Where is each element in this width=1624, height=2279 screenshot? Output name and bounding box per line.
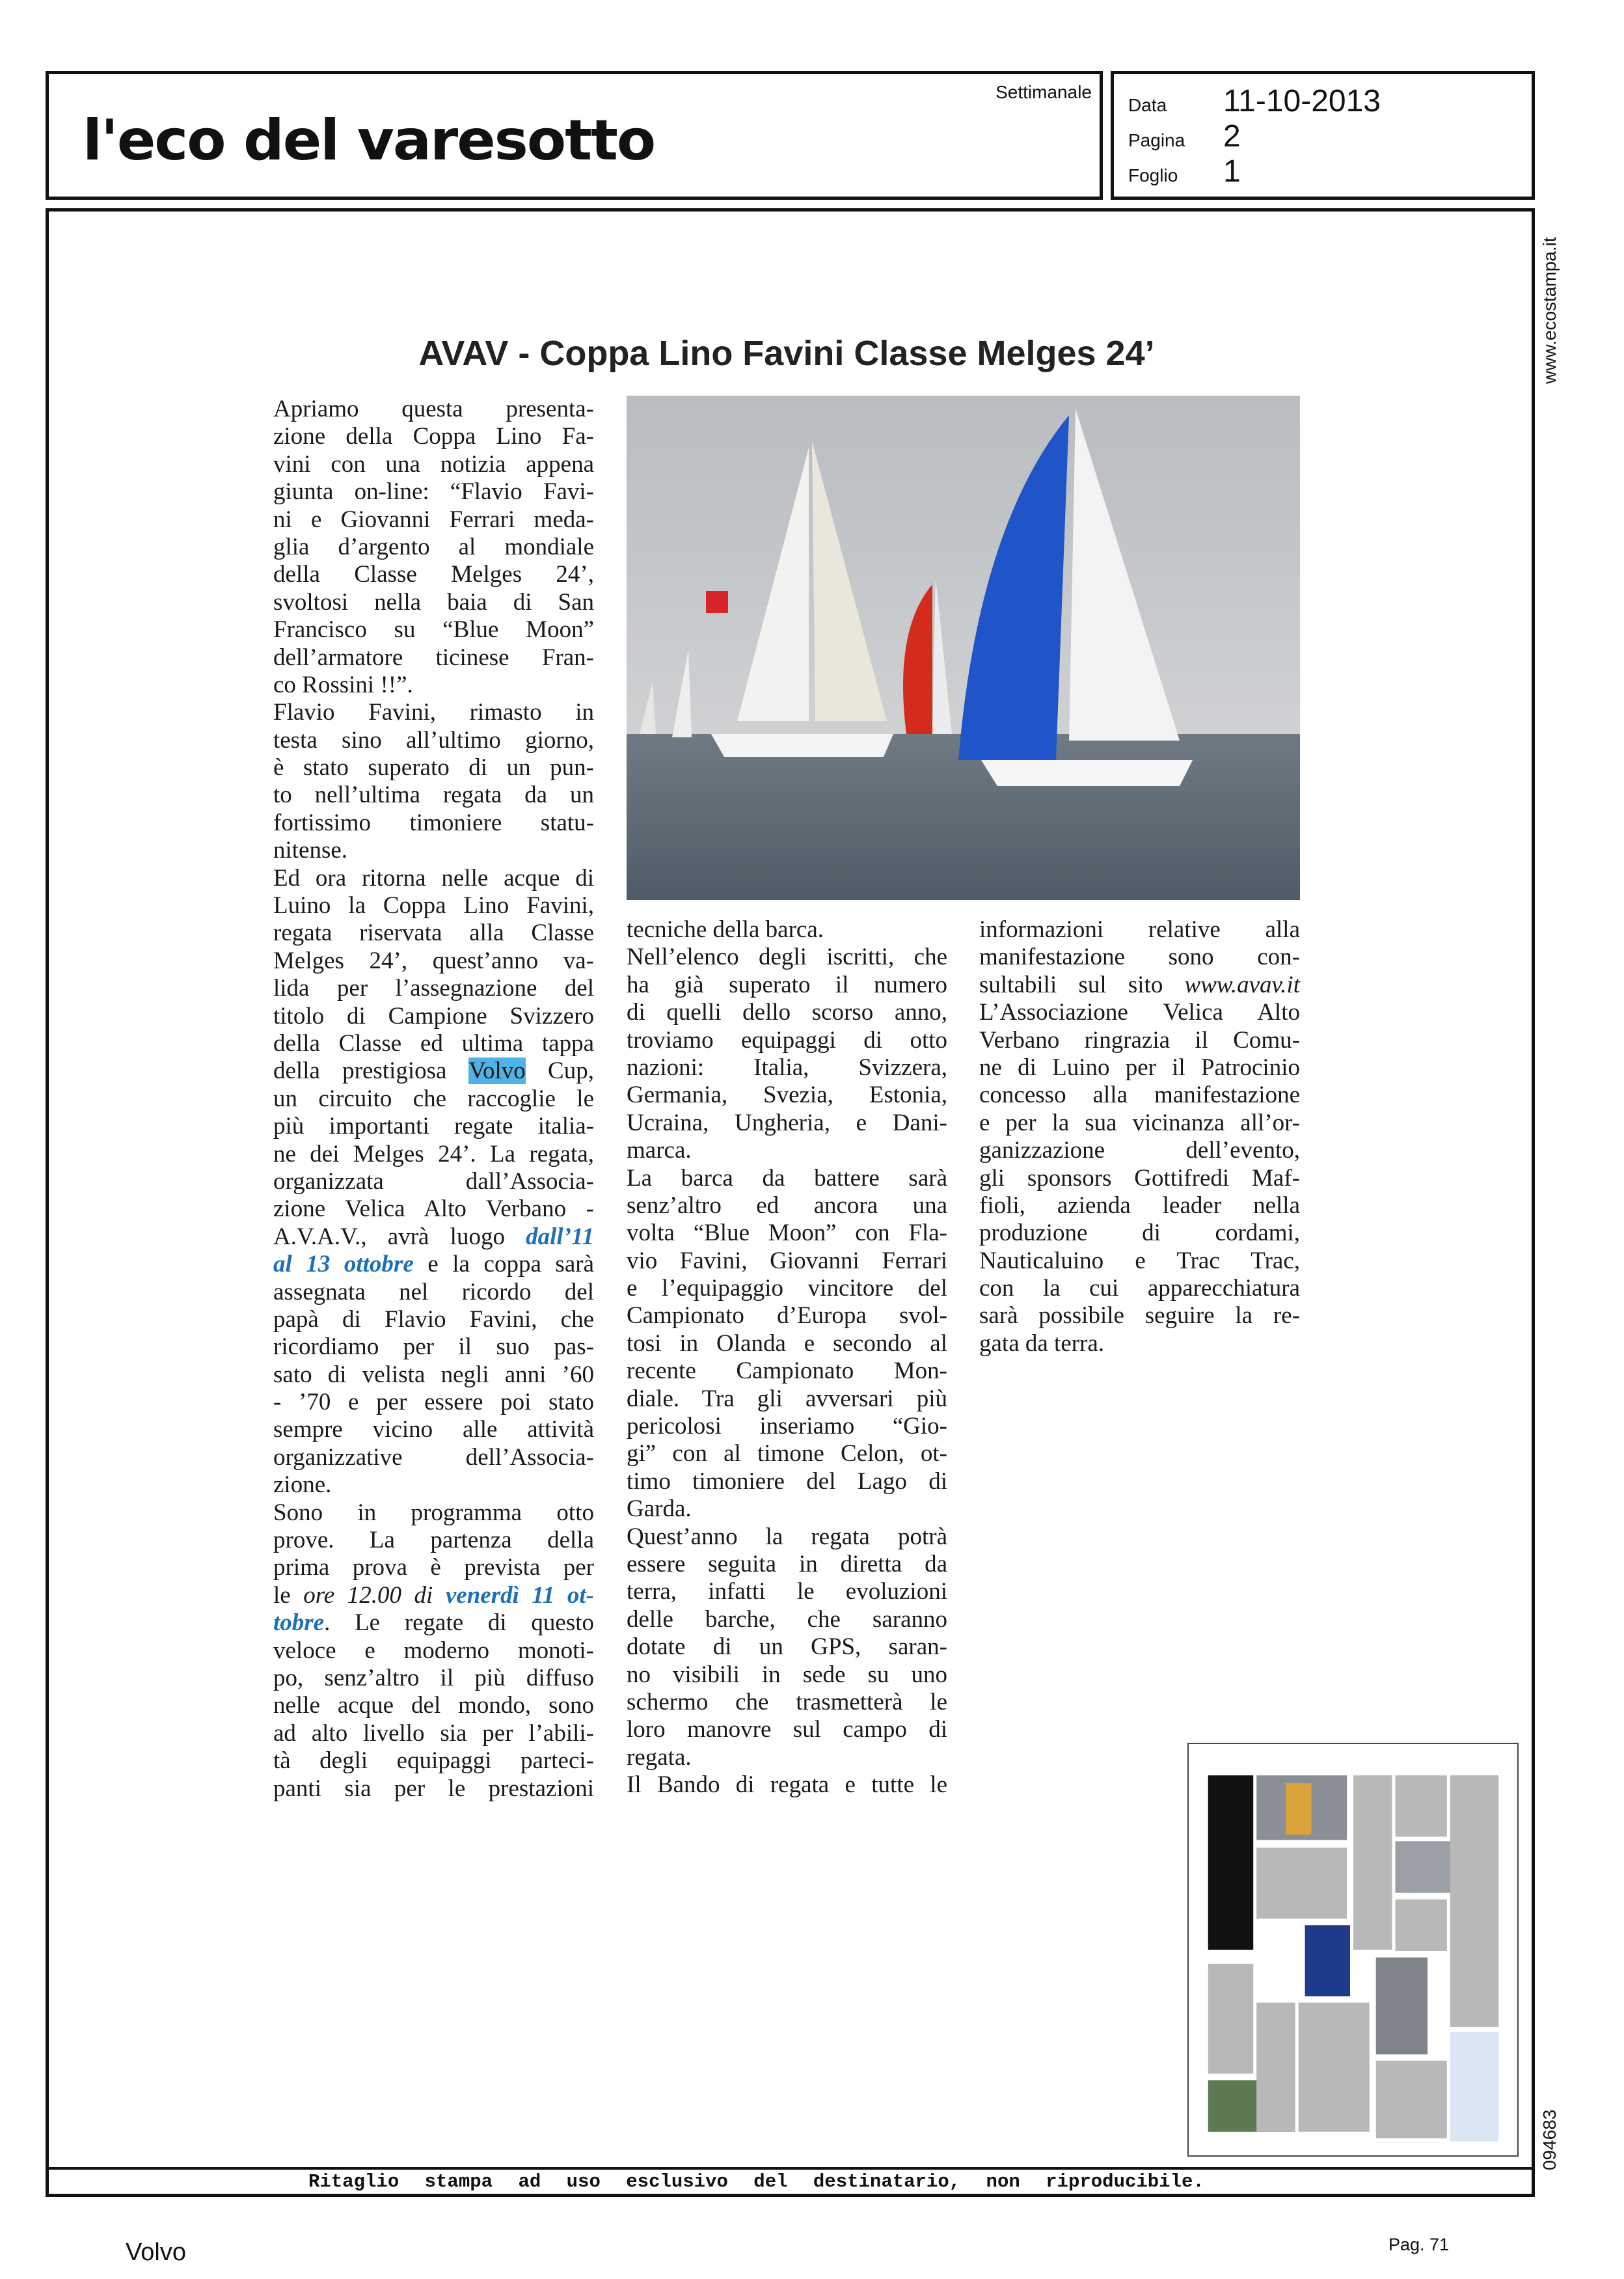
text-line: tosi in Olanda e secondo al [627, 1330, 947, 1357]
text-line: giunta on-line: “Flavio Favi- [273, 478, 594, 506]
text-line: ne dei Melges 24’. La regata, [273, 1140, 594, 1167]
source-site: www.ecostampa.it [1539, 237, 1560, 384]
text-line: sempre vicino alle attività [273, 1416, 594, 1443]
text-line: Nauticaluino e Trac Trac, [979, 1247, 1300, 1274]
emphasis-text: al 13 ottobre [273, 1251, 414, 1278]
text-line: panti sia per le prestazioni [273, 1775, 594, 1802]
text-line: regata riservata alla Classe [273, 920, 594, 947]
emphasis-text: dall’11 [526, 1223, 594, 1250]
text-line: nitense. [273, 837, 348, 864]
text-line: gi” con al timone Celon, ot- [627, 1440, 947, 1467]
text-line: ni e Giovanni Ferrari meda- [273, 506, 594, 533]
meta-page [1128, 118, 1241, 154]
sailing-photo [627, 396, 1300, 900]
meta-value: 1 [1223, 154, 1241, 189]
text-line: testa sino all’ultimo giorno, [273, 726, 594, 754]
text-line: regata. [627, 1743, 692, 1771]
text-segment: le [273, 1581, 304, 1609]
text-line: schermo che trasmetterà le [627, 1688, 947, 1715]
text-line: della Classe ed ultima tappa [273, 1030, 594, 1057]
text-line: essere seguita in diretta da [627, 1550, 947, 1577]
text-line: ad alto livello sia per l’abili- [273, 1719, 594, 1747]
text-line: manifestazione sono con- [979, 944, 1300, 971]
text-line [273, 1058, 594, 1085]
text-segment: A.V.A.V., avrà luogo [273, 1223, 526, 1250]
text-line: zione Velica Alto Verbano - [273, 1195, 594, 1223]
text-line: Germania, Svezia, Estonia, [627, 1082, 947, 1109]
masthead-box [46, 71, 1103, 200]
text-line: Luino la Coppa Lino Favini, [273, 892, 594, 920]
sky [627, 396, 1300, 734]
text-line: un circuito che raccoglie le [273, 1085, 594, 1112]
text-segment: Cup, [525, 1058, 594, 1085]
text-line: no visibili in sede su uno [627, 1661, 947, 1688]
issue-meta-box [1111, 71, 1535, 200]
text-line [979, 972, 1300, 999]
frequency-label: Settimanale [995, 82, 1092, 102]
text-line: co Rossini !!”. [273, 671, 413, 698]
text-line: Quest’anno la regata potrà [627, 1523, 947, 1550]
page-thumbnail [1187, 1743, 1519, 2157]
text-line: sarà possibile seguire la re- [979, 1302, 1300, 1330]
meta-sheet [1128, 154, 1241, 189]
meta-value: 11-10-2013 [1223, 84, 1381, 118]
article-column-3 [979, 916, 1300, 1358]
text-line: Garda. [627, 1495, 692, 1523]
text-line: informazioni relative alla [979, 916, 1300, 943]
text-segment: e la coppa sarà [413, 1251, 594, 1278]
text-line: assegnata nel ricordo del [273, 1278, 594, 1305]
emphasis-text: tobre [273, 1609, 325, 1637]
text-line: concesso alla manifestazione [979, 1082, 1300, 1109]
text-line: Verbano ringrazia il Comu- [979, 1026, 1300, 1054]
newspaper-logo: l'eco del varesotto [83, 108, 655, 173]
text-line: e l’equipaggio vincitore del [627, 1275, 947, 1302]
text-segment: . Le regate di questo [324, 1609, 594, 1637]
text-line: Flavio Favini, rimasto in [273, 699, 594, 726]
text-line: titolo di Campione Svizzero [273, 1002, 594, 1030]
text-line [273, 1223, 594, 1251]
text-line: lida per l’assegnazione del [273, 975, 594, 1002]
meta-label: Pagina [1128, 130, 1185, 150]
text-line: fioli, azienda leader nella [979, 1192, 1300, 1219]
text-line: prove. La partenza della [273, 1527, 594, 1554]
text-line: nelle acque del mondo, sono [273, 1692, 594, 1719]
text-line: Sono in programma otto [273, 1499, 594, 1526]
text-line: gata da terra. [979, 1330, 1105, 1357]
text-line: Ed ora ritorna nelle acque di [273, 864, 594, 892]
text-line: vini con una notizia appena [273, 450, 594, 478]
text-line: Francisco su “Blue Moon” [273, 616, 594, 644]
highlighted-keyword: Volvo [468, 1058, 526, 1085]
meta-label: Foglio [1128, 165, 1178, 185]
copyright-notice: Ritaglio stampa ad uso esclusivo del destinatario, non riproducibile. [308, 2171, 1204, 2192]
text-line: dotate di un GPS, saran- [627, 1633, 947, 1661]
text-line: tà degli equipaggi parteci- [273, 1747, 594, 1775]
text-line: La barca da battere sarà [627, 1164, 947, 1192]
text-line [273, 1609, 594, 1637]
text-line: organizzative dell’Associa- [273, 1443, 594, 1471]
text-line: e per la sua vicinanza all’or- [979, 1109, 1300, 1136]
text-line: Campionato d’Europa svol- [627, 1302, 947, 1330]
text-line [273, 1251, 594, 1278]
text-line: zione. [273, 1471, 332, 1499]
text-line: - ’70 e per essere poi stato [273, 1389, 594, 1416]
text-line: terra, infatti le evoluzioni [627, 1578, 947, 1605]
text-line [273, 1582, 594, 1609]
text-line: Melges 24’, quest’anno va- [273, 947, 594, 974]
text-line: Ucraina, Ungheria, e Dani- [627, 1109, 947, 1136]
text-line: pericolosi inseriamo “Gio- [627, 1413, 947, 1440]
text-line: L’Associazione Velica Alto [979, 999, 1300, 1026]
text-line: glia d’argento al mondiale [273, 533, 594, 560]
text-line: recente Campionato Mon- [627, 1358, 947, 1385]
text-line: gli sponsors Gottifredi Maf- [979, 1164, 1300, 1192]
text-line: svoltosi nella baia di San [273, 588, 594, 616]
text-segment: della prestigiosa [273, 1058, 469, 1085]
text-line: sato di velista negli anni ’60 [273, 1361, 594, 1388]
text-line: delle barche, che saranno [627, 1605, 947, 1633]
clipping-code: 094683 [1539, 2109, 1560, 2170]
text-line: loro manovre sul campo di [627, 1716, 947, 1743]
meta-date [1128, 83, 1381, 119]
meta-label: Data [1128, 95, 1167, 115]
article-title: AVAV - Coppa Lino Favini Classe Melges 24’ [418, 334, 1155, 373]
text-line: troviamo equipaggi di otto [627, 1026, 947, 1054]
text-line: ne di Luino per il Patrocinio [979, 1054, 1300, 1081]
text-line: timo timoniere del Lago di [627, 1467, 947, 1495]
text-line: produzione di cordami, [979, 1220, 1300, 1247]
search-keyword: Volvo [126, 2239, 186, 2266]
text-line: to nell’ultima regata da un [273, 782, 594, 809]
text-line: volta “Blue Moon” con Fla- [627, 1220, 947, 1247]
text-line: zione della Coppa Lino Fa- [273, 423, 594, 450]
text-line: veloce e moderno monoti- [273, 1637, 594, 1664]
text-line: con la cui apparecchiatura [979, 1275, 1300, 1302]
meta-value: 2 [1223, 119, 1241, 154]
text-line: ha già superato il numero [627, 971, 947, 998]
text-line: Apriamo questa presenta- [273, 396, 594, 422]
text-line: prima prova è prevista per [273, 1554, 594, 1581]
text-line: vio Favini, Giovanni Ferrari [627, 1247, 947, 1274]
footer-divider [46, 2167, 1535, 2170]
emphasis-text: www.avav.it [1184, 971, 1300, 998]
text-line: diale. Tra gli avversari più [627, 1385, 947, 1412]
text-line: di quelli dello scorso anno, [627, 999, 947, 1026]
page-number: Pag. 71 [1388, 2235, 1450, 2254]
text-line: papà di Flavio Favini, che [273, 1305, 594, 1333]
text-line: più importanti regate italia- [273, 1113, 594, 1140]
text-line: organizzata dall’Associa- [273, 1167, 594, 1195]
text-line: dell’armatore ticinese Fran- [273, 644, 594, 671]
text-line: nazioni: Italia, Svizzera, [627, 1054, 947, 1081]
article-column-1 [273, 396, 594, 1803]
emphasis-text: venerdì 11 ot- [445, 1581, 594, 1609]
text-line: ricordiamo per il suo pas- [273, 1333, 594, 1361]
text-line: senz’altro ed ancora una [627, 1192, 947, 1219]
emphasis-text: ore 12.00 di [303, 1581, 446, 1609]
text-line: Il Bando di regata e tutte le [627, 1771, 947, 1799]
text-line: Nell’elenco degli iscritti, che [627, 944, 947, 971]
text-line: fortissimo timoniere statu- [273, 809, 594, 836]
article-column-2 [627, 916, 947, 1799]
text-line: marca. [627, 1137, 692, 1164]
text-line: po, senz’altro il più diffuso [273, 1664, 594, 1691]
text-line: della Classe Melges 24’, [273, 561, 594, 588]
text-segment: sultabili sul sito [979, 971, 1185, 998]
text-line: tecniche della barca. [627, 916, 824, 943]
text-line: è stato superato di un pun- [273, 754, 594, 782]
text-line: ganizzazione dell’evento, [979, 1137, 1300, 1164]
